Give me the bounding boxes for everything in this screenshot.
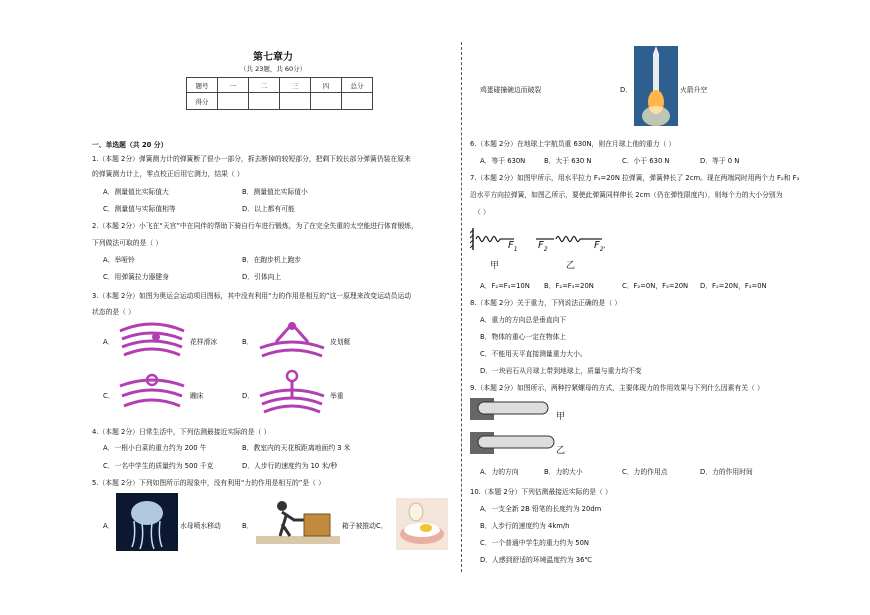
f1-label: $F_1$ xyxy=(508,240,518,253)
q2-option-d: D．引体向上 xyxy=(242,273,282,281)
question-7-text-cont: 沿水平方向拉弹簧，如图乙所示，要使此弹簧同样伸长 2cm（仍在弹性限度内），则每个力的大小分别为 xyxy=(470,191,783,199)
q6-option-c: C．小于 630 N xyxy=(622,157,670,165)
q10-option-a: A．一支全新 2B 铅笔的长度约为 20dm xyxy=(480,505,602,513)
question-5-text: 5.（本题 2分）下列如图所示的现象中，没有利用“力的作用是相互的”是（ ） xyxy=(92,479,325,487)
score-table xyxy=(186,77,373,110)
question-2-text-cont: 下列做法可取的是（ ） xyxy=(92,239,163,247)
score-cell xyxy=(280,93,311,110)
q9-option-b: B．力的大小 xyxy=(544,468,583,476)
q5-option-d: D． xyxy=(620,86,633,94)
q10-option-b: B．人步行的速度约为 4km/h xyxy=(480,522,570,530)
q5-option-a-label: 水母喷水移动 xyxy=(180,522,221,530)
page-title: 第七章力 xyxy=(253,52,293,63)
score-cell: 三 xyxy=(280,78,311,93)
q4-option-b: B．教室内的天花板距离地面约 3 米 xyxy=(242,444,351,452)
figure-jia-label: 甲 xyxy=(490,261,500,271)
q5-option-b-label: 箱子被推动C． xyxy=(342,522,388,530)
q3-option-a-label: 花样滑冰 xyxy=(190,338,218,346)
section-heading: 一、单选题（共 20 分） xyxy=(92,141,168,149)
jellyfish-image xyxy=(116,493,178,551)
trampoline-icon xyxy=(116,372,188,414)
q3-option-d-label: 举重 xyxy=(330,392,344,400)
score-cell: 题号 xyxy=(187,78,218,93)
q7-option-c: C．F₂=0N，F₃=20N xyxy=(622,282,689,290)
score-cell: 总分 xyxy=(342,78,373,93)
q3-option-c: C． xyxy=(103,392,115,400)
q1-option-d: D．以上都有可能 xyxy=(242,205,295,213)
score-cell: 四 xyxy=(311,78,342,93)
q3-option-d: D． xyxy=(242,392,255,400)
question-3-text: 3.（本题 2分）如图为奥运会运动项目图标，其中没有利用“力的作用是相互的”这一原理来改变运动员运动 xyxy=(92,292,412,300)
question-1-text-cont: 的弹簧测力计上，零点校正后用它测力，结果（ ） xyxy=(92,170,244,178)
weightlifting-icon xyxy=(256,368,328,416)
q3-option-c-label: 蹦床 xyxy=(190,392,204,400)
question-9-text: 9.（本题 2分）如图所示，两种拧紧螺母的方式，主要体现力的作用效果与下列什么因素有关（ ） xyxy=(470,384,764,392)
q10-option-c: C．一个普通中学生的重力约为 50N xyxy=(480,539,589,547)
score-table-row xyxy=(187,78,373,93)
q5-option-a: A． xyxy=(103,522,115,530)
f2-prime-label: $F_{2'}$ xyxy=(594,240,606,253)
canoe-icon xyxy=(256,318,328,362)
score-table-row xyxy=(187,93,373,110)
figure-skating-icon xyxy=(116,319,188,361)
column-divider xyxy=(461,42,462,572)
question-7-text-cont2: （ ） xyxy=(474,208,490,216)
q10-option-d: D．人感到舒适的环境温度约为 36℃ xyxy=(480,556,593,564)
score-cell: 得分 xyxy=(187,93,218,110)
q9-option-c: C．力的作用点 xyxy=(622,468,668,476)
egg-bowl-image xyxy=(396,498,448,550)
q6-option-d: D．等于 0 N xyxy=(700,157,740,165)
q7-option-a: A．F₂=F₃=10N xyxy=(480,282,530,290)
q2-option-a: A．举哑铃 xyxy=(103,256,135,264)
question-10-text: 10.（本题 2分）下列估测最接近实际的是（ ） xyxy=(470,488,612,496)
q8-option-a: A．重力的方向总是垂直向下 xyxy=(480,316,567,324)
score-cell xyxy=(342,93,373,110)
q6-option-b: B．大于 630 N xyxy=(544,157,592,165)
score-cell xyxy=(311,93,342,110)
q4-option-a: A．一根小白菜的重力约为 200 牛 xyxy=(103,444,207,452)
q5-option-d-label: 火箭升空 xyxy=(680,86,708,94)
q6-option-a: A．等于 630N xyxy=(480,157,526,165)
figure-9-yi-label: 乙 xyxy=(556,446,566,456)
f2-label: $F_2$ xyxy=(538,240,548,253)
q2-option-b: B．在跑步机上跑步 xyxy=(242,256,302,264)
q7-option-b: B．F₂=F₃=20N xyxy=(544,282,594,290)
figure-9-jia-label: 甲 xyxy=(556,412,566,422)
question-2-text: 2.（本题 2分）小飞在“天宫”中在同伴的帮助下骑自行车进行锻炼，为了在完全失重的太空能进行体育锻炼， xyxy=(92,222,418,230)
q1-option-b: B．测量值比实际值小 xyxy=(242,188,308,196)
rocket-launch-image xyxy=(634,46,678,126)
q8-option-b: B．物体的重心一定在物体上 xyxy=(480,333,567,341)
question-3-text-cont: 状态的是（ ） xyxy=(92,308,135,316)
q3-option-b: B． xyxy=(242,338,254,346)
q5-option-c-label: 鸡蛋碰撞碗边而破裂 xyxy=(480,86,542,94)
q5-option-b: B． xyxy=(242,522,254,530)
q3-option-b-label: 皮划艇 xyxy=(330,338,351,346)
q1-option-c: C．测量值与实际值相等 xyxy=(103,205,176,213)
question-7-text: 7.（本题 2分）如图甲所示，用水平拉力 F₁=20N 拉弹簧，弹簧伸长了 2cm。现在两端同时用两个力 F₂和 F₃ xyxy=(470,174,800,182)
q9-option-a: A．力的方向 xyxy=(480,468,519,476)
q2-option-c: C．用弹簧拉力器健身 xyxy=(103,273,169,281)
q4-option-d: D．人步行的速度约为 10 米/秒 xyxy=(242,462,338,470)
figure-yi-label: 乙 xyxy=(566,261,576,271)
q4-option-c: C．一名中学生的质量约为 500 千克 xyxy=(103,462,214,470)
score-cell: 一 xyxy=(218,78,249,93)
q8-option-d: D．一块岩石从月球上带到地球上，质量与重力均不变 xyxy=(480,367,642,375)
q3-option-a: A． xyxy=(103,338,115,346)
wrench-figure xyxy=(470,398,560,460)
q9-option-d: D．力的作用时间 xyxy=(700,468,753,476)
q8-option-c: C．不能用天平直接测量重力大小。 xyxy=(480,350,587,358)
score-cell xyxy=(249,93,280,110)
question-1-text: 1.（本题 2分）弹簧测力计的弹簧断了很小一部分，拆去断掉的较短部分，把剩下较长部分弹簧仍装在原来 xyxy=(92,155,411,163)
score-cell xyxy=(218,93,249,110)
question-4-text: 4.（本题 2分）日常生活中，下列估测最接近实际的是（ ） xyxy=(92,428,271,436)
question-8-text: 8.（本题 2分）关于重力，下列说法正确的是（ ） xyxy=(470,299,622,307)
page-subtitle: （共 23题，共 60分） xyxy=(240,65,307,73)
q1-option-a: A．测量值比实际值大 xyxy=(103,188,169,196)
pushing-box-image xyxy=(256,498,340,544)
score-cell: 二 xyxy=(249,78,280,93)
q7-option-d: D．F₂=20N，F₃=0N xyxy=(700,282,767,290)
question-6-text: 6.（本题 2分）在地球上宇航员重 630N，则在月球上他的重力（ ） xyxy=(470,140,676,148)
